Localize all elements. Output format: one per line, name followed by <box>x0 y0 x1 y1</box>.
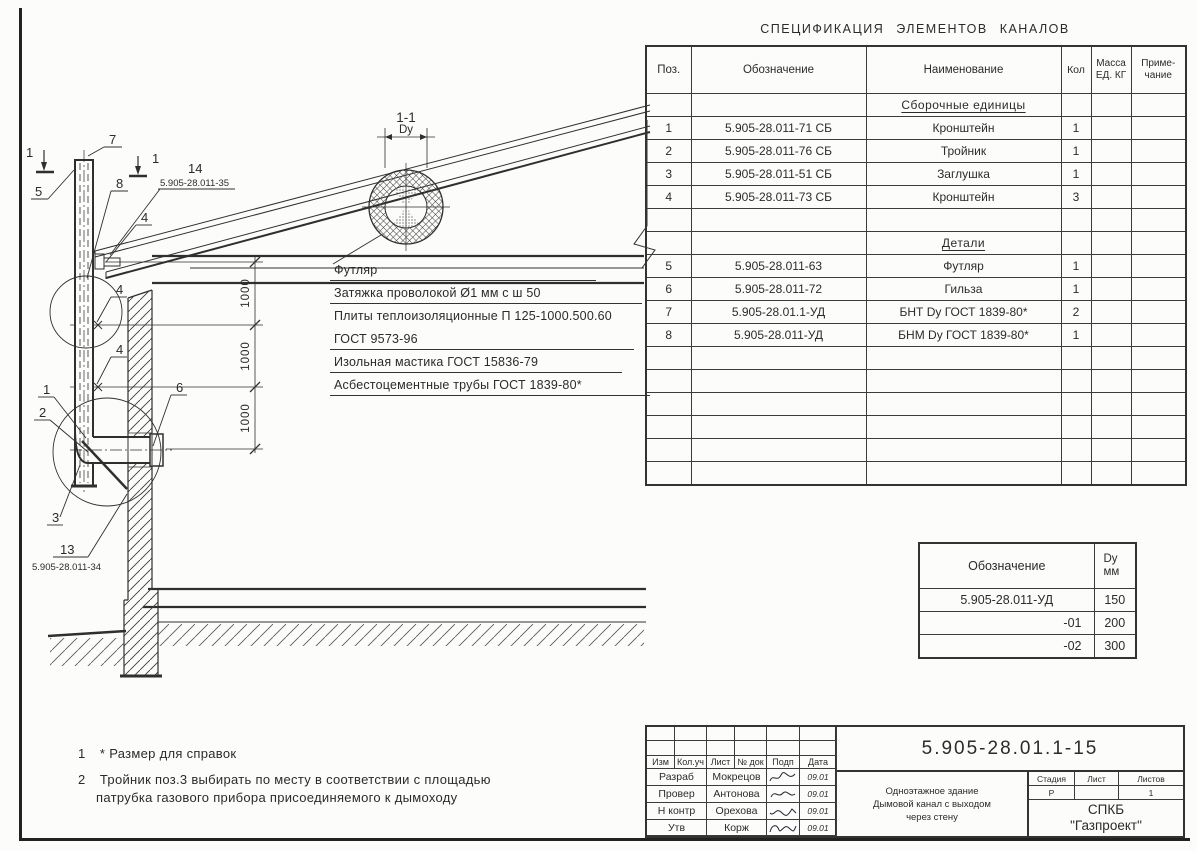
callout-text: Изольная мастика ГОСТ 15836-79 <box>334 355 539 369</box>
dy-designation: 5.905-28.011-УД <box>919 589 1094 612</box>
spec-cell-note <box>1131 209 1186 232</box>
spec-row <box>646 393 1186 416</box>
dy-value: 200 <box>1094 612 1136 635</box>
spec-cell-mass <box>1091 209 1131 232</box>
note-2-continuation <box>96 790 457 805</box>
pos-label-3: 3 <box>52 510 60 525</box>
pos-label-8: 8 <box>116 176 124 191</box>
dim-1000-a: 1000 <box>240 278 252 308</box>
signature <box>767 803 800 820</box>
spec-cell-name <box>866 209 1061 232</box>
spec-cell-qty <box>1061 347 1091 370</box>
spec-cell-designation: 5.905-28.011-УД <box>691 324 866 347</box>
spec-cell-note <box>1131 163 1186 186</box>
spec-cell-pos: 3 <box>646 163 691 186</box>
spec-cell-mass <box>1091 347 1131 370</box>
spec-section-label: Детали <box>941 236 986 250</box>
dy-row <box>919 635 1136 659</box>
callout-text: ГОСТ 9573-96 <box>334 332 418 346</box>
spec-row <box>646 255 1186 278</box>
note-1 <box>78 746 236 761</box>
section-mark-label-right: 1 <box>152 151 160 166</box>
spec-cell-mass <box>1091 117 1131 140</box>
spec-cell-designation: 5.905-28.011-73 СБ <box>691 186 866 209</box>
project-line: Одноэтажное здание <box>885 785 979 797</box>
organization-name <box>1029 800 1183 836</box>
spec-col-mass <box>1091 46 1131 94</box>
spec-cell-mass <box>1091 393 1131 416</box>
spec-cell-designation <box>691 347 866 370</box>
spec-row <box>646 117 1186 140</box>
spec-cell-pos <box>646 439 691 462</box>
spec-cell-name <box>866 94 1061 117</box>
project-description <box>837 772 1029 836</box>
ground-level <box>48 631 126 666</box>
spec-col-note-line1: Приме- <box>1141 58 1176 69</box>
col-podp: Подп <box>767 756 800 769</box>
note-number: 2 <box>78 772 86 787</box>
org-line: СПКБ <box>1087 802 1125 817</box>
spec-cell-designation: 5.905-28.011-72 <box>691 278 866 301</box>
interior-ground-hatch <box>158 624 644 646</box>
dy-designation: -01 <box>919 612 1094 635</box>
title-block-sign-grid <box>647 727 837 836</box>
project-line: Дымовой канал с выходом <box>873 798 991 810</box>
spec-cell-qty: 1 <box>1061 255 1091 278</box>
note-text: * Размер для справок <box>99 746 237 761</box>
spec-section-row <box>646 232 1186 255</box>
sheets-header: Листов <box>1119 772 1183 786</box>
spec-cell-qty <box>1061 232 1091 255</box>
col-list: Лист <box>707 756 735 769</box>
dy-value: 150 <box>1094 589 1136 612</box>
spec-cell-pos <box>646 209 691 232</box>
dy-row <box>919 589 1136 612</box>
spec-cell-qty <box>1061 209 1091 232</box>
dy-row <box>919 612 1136 635</box>
spec-cell-pos: 6 <box>646 278 691 301</box>
pos-label-6: 6 <box>176 380 184 395</box>
stage-grid <box>1029 772 1183 800</box>
section-mark-label-left: 1 <box>26 145 34 160</box>
spec-cell-name <box>866 439 1061 462</box>
pos-code-35: 5.905-28.011-35 <box>160 178 230 189</box>
spec-cell-mass <box>1091 186 1131 209</box>
spec-cell-pos: 5 <box>646 255 691 278</box>
spec-cell-qty: 2 <box>1061 301 1091 324</box>
spec-cell-note <box>1131 347 1186 370</box>
sign-name: Орехова <box>707 803 767 820</box>
note-text: Тройник поз.3 выбирать по месту в соответствии с площадью <box>99 772 491 787</box>
callout-text: Затяжка проволокой Ø1 мм с ш 50 <box>334 286 541 300</box>
spec-cell-qty: 1 <box>1061 278 1091 301</box>
pos-label-2: 2 <box>39 405 47 420</box>
spec-cell-name: Заглушка <box>866 163 1061 186</box>
sign-name: Мокрецов <box>707 769 767 786</box>
pos-label-1: 1 <box>43 382 51 397</box>
callout-item <box>330 304 634 350</box>
spec-col-note <box>1131 46 1186 94</box>
pos-label-13: 13 <box>60 542 75 557</box>
spec-cell-note <box>1131 278 1186 301</box>
signature <box>767 769 800 786</box>
dy-label: Dy <box>1103 553 1118 565</box>
dy-table <box>918 542 1137 659</box>
spec-cell-mass <box>1091 462 1131 486</box>
sheet-border-bottom <box>19 838 1190 841</box>
dim-1000-c: 1000 <box>240 403 252 433</box>
spec-cell-mass <box>1091 163 1131 186</box>
spec-col-qty: Кол <box>1061 46 1091 94</box>
spec-section-label: Сборочные единицы <box>901 98 1026 112</box>
sign-date: 09.01 <box>800 803 837 820</box>
spec-cell-qty: 1 <box>1061 140 1091 163</box>
spec-cell-mass <box>1091 370 1131 393</box>
spec-cell-note <box>1131 439 1186 462</box>
spec-col-name: Наименование <box>866 46 1061 94</box>
detail-dim-dy: Dy <box>398 124 414 136</box>
col-data: Дата <box>800 756 837 769</box>
spec-cell-pos <box>646 94 691 117</box>
spec-cell-name <box>866 416 1061 439</box>
spec-cell-note <box>1131 232 1186 255</box>
wall-section <box>120 290 162 676</box>
spec-cell-pos <box>646 416 691 439</box>
spec-cell-designation <box>691 209 866 232</box>
spec-cell-mass <box>1091 278 1131 301</box>
spec-row <box>646 439 1186 462</box>
sheet-header: Лист <box>1075 772 1119 786</box>
spec-cell-pos <box>646 462 691 486</box>
pos-label-7: 7 <box>109 132 117 147</box>
project-line: через стену <box>906 811 958 823</box>
dy-value: 300 <box>1094 635 1136 659</box>
spec-row <box>646 301 1186 324</box>
spec-row <box>646 186 1186 209</box>
sign-name: Корж <box>707 820 767 836</box>
spec-cell-designation <box>691 439 866 462</box>
spec-cell-pos: 1 <box>646 117 691 140</box>
spec-cell-pos: 7 <box>646 301 691 324</box>
callout-text: Плиты теплоизоляционные П 125-1000.500.60 <box>334 309 612 323</box>
spec-row <box>646 370 1186 393</box>
spec-cell-name: Кронштейн <box>866 186 1061 209</box>
spec-cell-name <box>866 370 1061 393</box>
spec-cell-note <box>1131 324 1186 347</box>
callout-text: Асбестоцементные трубы ГОСТ 1839-80* <box>334 378 582 392</box>
spec-cell-name: Тройник <box>866 140 1061 163</box>
spec-cell-mass <box>1091 439 1131 462</box>
spec-cell-designation <box>691 393 866 416</box>
spec-cell-mass <box>1091 232 1131 255</box>
spec-cell-qty <box>1061 416 1091 439</box>
signature <box>767 786 800 803</box>
spec-row <box>646 462 1186 486</box>
note-text: патрубка газового прибора присоединяемого к дымоходу <box>96 790 458 805</box>
spec-cell-mass <box>1091 416 1131 439</box>
sign-date: 09.01 <box>800 820 837 836</box>
spec-cell-pos <box>646 393 691 416</box>
sign-name: Антонова <box>707 786 767 803</box>
spec-row <box>646 324 1186 347</box>
pos-label-4b: 4 <box>116 282 124 297</box>
sign-date: 09.01 <box>800 786 837 803</box>
spec-cell-pos: 8 <box>646 324 691 347</box>
spec-cell-qty: 1 <box>1061 163 1091 186</box>
sheets-value: 1 <box>1119 786 1183 800</box>
spec-table <box>645 45 1187 486</box>
spec-cell-name <box>866 462 1061 486</box>
spec-cell-mass <box>1091 255 1131 278</box>
sign-role: Н контр <box>647 803 707 820</box>
spec-row <box>646 140 1186 163</box>
spec-cell-pos <box>646 347 691 370</box>
spec-cell-designation <box>691 416 866 439</box>
spec-row <box>646 209 1186 232</box>
spec-cell-note <box>1131 255 1186 278</box>
spec-cell-note <box>1131 140 1186 163</box>
signature <box>767 820 800 836</box>
spec-table-title: СПЕЦИФИКАЦИЯ ЭЛЕМЕНТОВ КАНАЛОВ <box>760 22 1070 36</box>
title-block <box>645 725 1185 838</box>
spec-col-mass-line2: ЕД. КГ <box>1095 70 1127 81</box>
spec-cell-name <box>866 232 1061 255</box>
dy-col-designation: Обозначение <box>919 543 1094 589</box>
dy-designation: -02 <box>919 635 1094 659</box>
dy-col-dy <box>1094 543 1136 589</box>
spec-cell-designation: 5.905-28.011-51 СБ <box>691 163 866 186</box>
sheet-value <box>1075 786 1119 800</box>
spec-cell-name: Кронштейн <box>866 117 1061 140</box>
document-number: 5.905-28.01.1-15 <box>837 727 1183 772</box>
spec-cell-name: БНМ Dy ГОСТ 1839-80* <box>866 324 1061 347</box>
pos-label-14: 14 <box>188 161 203 176</box>
spec-section-row <box>646 94 1186 117</box>
spec-cell-designation <box>691 232 866 255</box>
spec-cell-designation <box>691 370 866 393</box>
spec-cell-designation <box>691 94 866 117</box>
spec-cell-designation: 5.905-28.01.1-УД <box>691 301 866 324</box>
spec-cell-qty <box>1061 462 1091 486</box>
pipe-bowtie-bottom <box>393 207 419 227</box>
spec-cell-qty: 1 <box>1061 117 1091 140</box>
spec-cell-qty: 3 <box>1061 186 1091 209</box>
spec-header-row <box>646 46 1186 94</box>
sign-date: 09.01 <box>800 769 837 786</box>
spec-cell-name: БНТ Dy ГОСТ 1839-80* <box>866 301 1061 324</box>
pos-label-5: 5 <box>35 184 43 199</box>
spec-cell-note <box>1131 416 1186 439</box>
spec-cell-pos <box>646 232 691 255</box>
spec-cell-qty: 1 <box>1061 324 1091 347</box>
spec-cell-qty <box>1061 94 1091 117</box>
spec-cell-note <box>1131 94 1186 117</box>
spec-cell-mass <box>1091 140 1131 163</box>
spec-col-note-line2: чание <box>1144 70 1172 81</box>
detail-title: 1-1 <box>396 110 416 125</box>
spec-cell-qty <box>1061 393 1091 416</box>
sign-role: Разраб <box>647 769 707 786</box>
spec-row <box>646 416 1186 439</box>
spec-col-pos: Поз. <box>646 46 691 94</box>
spec-cell-note <box>1131 117 1186 140</box>
spec-cell-mass <box>1091 324 1131 347</box>
spec-cell-note <box>1131 370 1186 393</box>
stage-header: Стадия <box>1029 772 1075 786</box>
note-2 <box>78 772 491 787</box>
spec-cell-name: Футляр <box>866 255 1061 278</box>
spec-row <box>646 278 1186 301</box>
spec-cell-pos: 2 <box>646 140 691 163</box>
spec-cell-note <box>1131 393 1186 416</box>
stage-value: Р <box>1029 786 1075 800</box>
spec-cell-name <box>866 393 1061 416</box>
callout-item <box>330 373 650 396</box>
spec-col-mass-line1: Масса <box>1096 58 1126 69</box>
callout-item <box>330 350 622 373</box>
col-koluch: Кол.уч <box>675 756 707 769</box>
spec-cell-pos <box>646 370 691 393</box>
col-izm: Изм <box>647 756 675 769</box>
dim-1000-b: 1000 <box>240 341 252 371</box>
pos-label-4a: 4 <box>141 210 149 225</box>
note-number: 1 <box>78 746 86 761</box>
spec-cell-note <box>1131 301 1186 324</box>
callout-item <box>330 281 642 304</box>
spec-row <box>646 163 1186 186</box>
material-callouts <box>330 258 652 396</box>
spec-cell-mass <box>1091 301 1131 324</box>
spec-cell-mass <box>1091 94 1131 117</box>
dy-header-row <box>919 543 1136 589</box>
sign-role: Утв <box>647 820 707 836</box>
spec-cell-pos: 4 <box>646 186 691 209</box>
spec-cell-qty <box>1061 370 1091 393</box>
callout-item <box>330 258 596 281</box>
org-line: "Газпроект" <box>1070 818 1142 833</box>
pos-label-4c: 4 <box>116 342 124 357</box>
spec-cell-name <box>866 347 1061 370</box>
spec-table-body <box>646 94 1186 486</box>
spec-cell-designation: 5.905-28.011-71 СБ <box>691 117 866 140</box>
spec-cell-note <box>1131 186 1186 209</box>
dy-unit-label: мм <box>1103 566 1120 578</box>
spec-cell-qty <box>1061 439 1091 462</box>
pipe-bowtie-top <box>393 187 419 207</box>
pos-code-34: 5.905-28.011-34 <box>32 562 102 573</box>
spec-col-designation: Обозначение <box>691 46 866 94</box>
callout-text: Футляр <box>334 263 378 277</box>
spec-cell-designation: 5.905-28.011-63 <box>691 255 866 278</box>
spec-cell-name: Гильза <box>866 278 1061 301</box>
spec-row <box>646 347 1186 370</box>
spec-cell-note <box>1131 462 1186 486</box>
spec-cell-designation: 5.905-28.011-76 СБ <box>691 140 866 163</box>
spec-cell-designation <box>691 462 866 486</box>
sign-role: Провер <box>647 786 707 803</box>
col-ndok: № док <box>735 756 767 769</box>
dimension-chain <box>70 256 263 454</box>
detail-1-1 <box>333 110 450 264</box>
